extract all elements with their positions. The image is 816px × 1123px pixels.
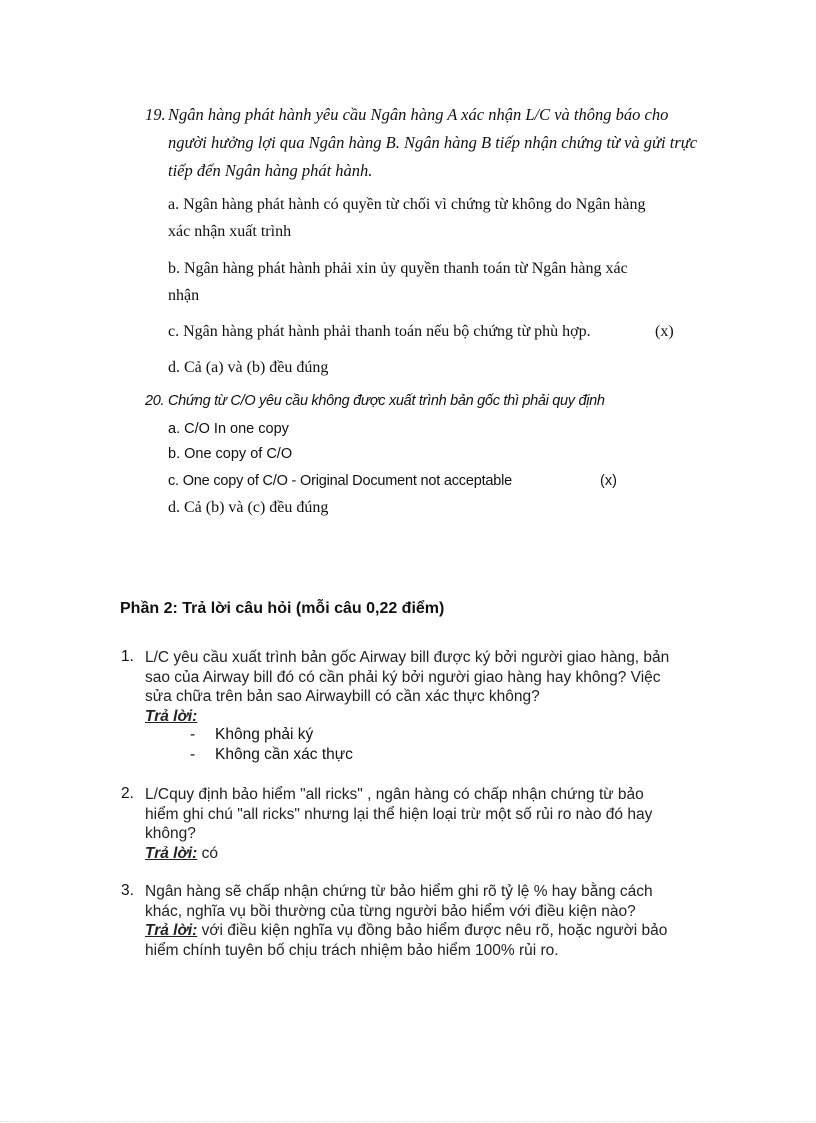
answer-label: Trả lời: bbox=[145, 707, 198, 725]
part-2-heading: Phần 2: Trả lời câu hỏi (mỗi câu 0,22 điểm) bbox=[120, 600, 445, 617]
answer-label: Trả lời: bbox=[145, 844, 198, 862]
answer-label: Trả lời: bbox=[145, 922, 198, 939]
question-line: hiểm ghi chú "all ricks" nhưng lại thể hiện loại trừ một số rủi ro nào đó hay bbox=[145, 805, 653, 823]
option-line: c. Ngân hàng phát hành phải thanh toán nếu bộ chứng từ phù hợp. bbox=[168, 323, 591, 340]
question-line: sao của Airway bill đó có cần phải ký bởi người giao hàng hay không? Việc bbox=[145, 668, 661, 686]
part2-question-3-number: 3. bbox=[121, 882, 134, 899]
part2-question-1-number: 1. bbox=[121, 648, 134, 665]
answer-text: có bbox=[197, 844, 219, 862]
correct-answer-mark: (x) bbox=[655, 323, 674, 340]
question-line: L/C yêu cầu xuất trình bản gốc Airway bill được ký bởi người giao hàng, bản bbox=[145, 649, 670, 666]
correct-answer-mark: (x) bbox=[600, 473, 617, 489]
option-line: b. Ngân hàng phát hành phải xin ủy quyền thanh toán từ Ngân hàng xác bbox=[168, 260, 628, 277]
part2-question-3 bbox=[145, 882, 696, 960]
option-line: d. Cả (a) và (b) đều đúng bbox=[168, 359, 329, 376]
question-19-option-b bbox=[168, 255, 698, 309]
question-19-text: Ngân hàng phát hành yêu cầu Ngân hàng A xác nhận L/C và thông báo cho người hưởng lợi qua Ngân hàng B. Ngân hàng B tiếp nhận chứng từ và gửi trực tiếp đến Ngân hàng phát hành. bbox=[168, 105, 698, 180]
question-line: sửa chữa trên bản sao Airwaybill có cần xác thực không? bbox=[145, 688, 540, 705]
question-19-option-a bbox=[168, 191, 698, 245]
part2-question-1 bbox=[145, 648, 696, 726]
question-line: khác, nghĩa vụ bồi thường của từng người bảo hiểm với điều kiện nào? bbox=[145, 902, 636, 920]
option-line: nhận bbox=[168, 287, 200, 304]
page-bottom-divider bbox=[0, 1121, 816, 1122]
answer-item-text: Không cần xác thực bbox=[215, 746, 353, 763]
question-20-option-b: b. One copy of C/O bbox=[168, 446, 293, 462]
question-19-option-d bbox=[168, 354, 698, 381]
answer-text: với điều kiện nghĩa vụ đồng bảo hiểm được nêu rõ, hoặc người bảo bbox=[197, 922, 668, 939]
option-line: xác nhận xuất trình bbox=[168, 223, 292, 240]
answer-text: hiểm chính tuyên bố chịu trách nhiệm bảo hiểm 100% rủi ro. bbox=[145, 941, 559, 959]
answer-item-text: Không phải ký bbox=[215, 726, 314, 743]
question-line: không? bbox=[145, 825, 196, 842]
question-20-option-a: a. C/O In one copy bbox=[168, 421, 289, 437]
question-20-option-c: c. One copy of C/O - Original Document not acceptable bbox=[168, 473, 513, 489]
question-line: Ngân hàng sẽ chấp nhận chứng từ bảo hiểm ghi rõ tỷ lệ % hay bằng cách bbox=[145, 883, 653, 900]
question-19 bbox=[145, 101, 705, 185]
question-20-text: 20. Chứng từ C/O yêu cầu không được xuất trình bản gốc thì phải quy định bbox=[145, 393, 605, 409]
question-19-number: 19. bbox=[145, 105, 166, 124]
question-line: L/Cquy định bảo hiểm "all ricks" , ngân hàng có chấp nhận chứng từ bảo bbox=[145, 786, 644, 803]
option-line: a. Ngân hàng phát hành có quyền từ chối vì chứng từ không do Ngân hàng bbox=[168, 196, 646, 213]
part2-question-2 bbox=[145, 785, 696, 863]
part2-question-2-number: 2. bbox=[121, 785, 134, 802]
question-20-option-d: d. Cả (b) và (c) đều đúng bbox=[168, 499, 329, 516]
question-19-option-c bbox=[168, 318, 698, 345]
document-page: 19. Ngân hàng phát hành yêu cầu Ngân hàng A xác nhận L/C và thông báo cho người hưởng lợi qua Ngân hàng B. Ngân hàng B tiếp nhận chứng từ và gửi trực tiếp đến Ngân hàng phát hành. a. Ngân hàng phát hành có quyền từ chối vì chứng từ không do Ngân hàng xác nhận xuất trình b. Ngân hàng phát hành phải xin ủy quyền thanh toán từ Ngân hàng xác nhận c. Ngân hàng phát hành phải thanh toán nếu bộ chứng từ phù hợp. (x) d. Cả (a) và (b) đều đúng 20. Chứng từ C/O yêu cầu không được xuất trình bản gốc thì phải quy định a. C/O In one copy b. One copy of C/O c. One copy of C/O - Original Document not acceptable (x) d. Cả (b) và (c) đều đúng Phần 2: Trả lời câu hỏi (mỗi câu 0,22 điểm) 1. L/C yêu cầu xuất trình bản gốc Airway bill được ký bởi người giao hàng, bản sao của Airway bill đó có cần phải ký bởi người giao hàng hay không? Việc sửa chữa trên bản sao Airwaybill có cần xác thực không? Trả lời: - Không phải ký - Không cần xác thực 2. L/Cquy định bảo hiểm "all ricks" , ngân hàng có chấp nhận chứng từ bảo hiểm ghi chú "all ricks" nhưng lại thể hiện loại trừ một số rủi ro nào đó hay không? Trả lời: có 3. Ngân hàng sẽ chấp nhận chứng từ bảo hiểm ghi rõ tỷ lệ % hay bằng cách khác, nghĩa vụ bồi thường của từng người bảo hiểm với điều kiện nào? Trả lời: với điều kiện nghĩa vụ đồng bảo hiểm được nêu rõ, hoặc người bảo hiểm chính tuyên bố chịu trách nhiệm bảo hiểm 100% rủi ro. bbox=[0, 0, 816, 1123]
